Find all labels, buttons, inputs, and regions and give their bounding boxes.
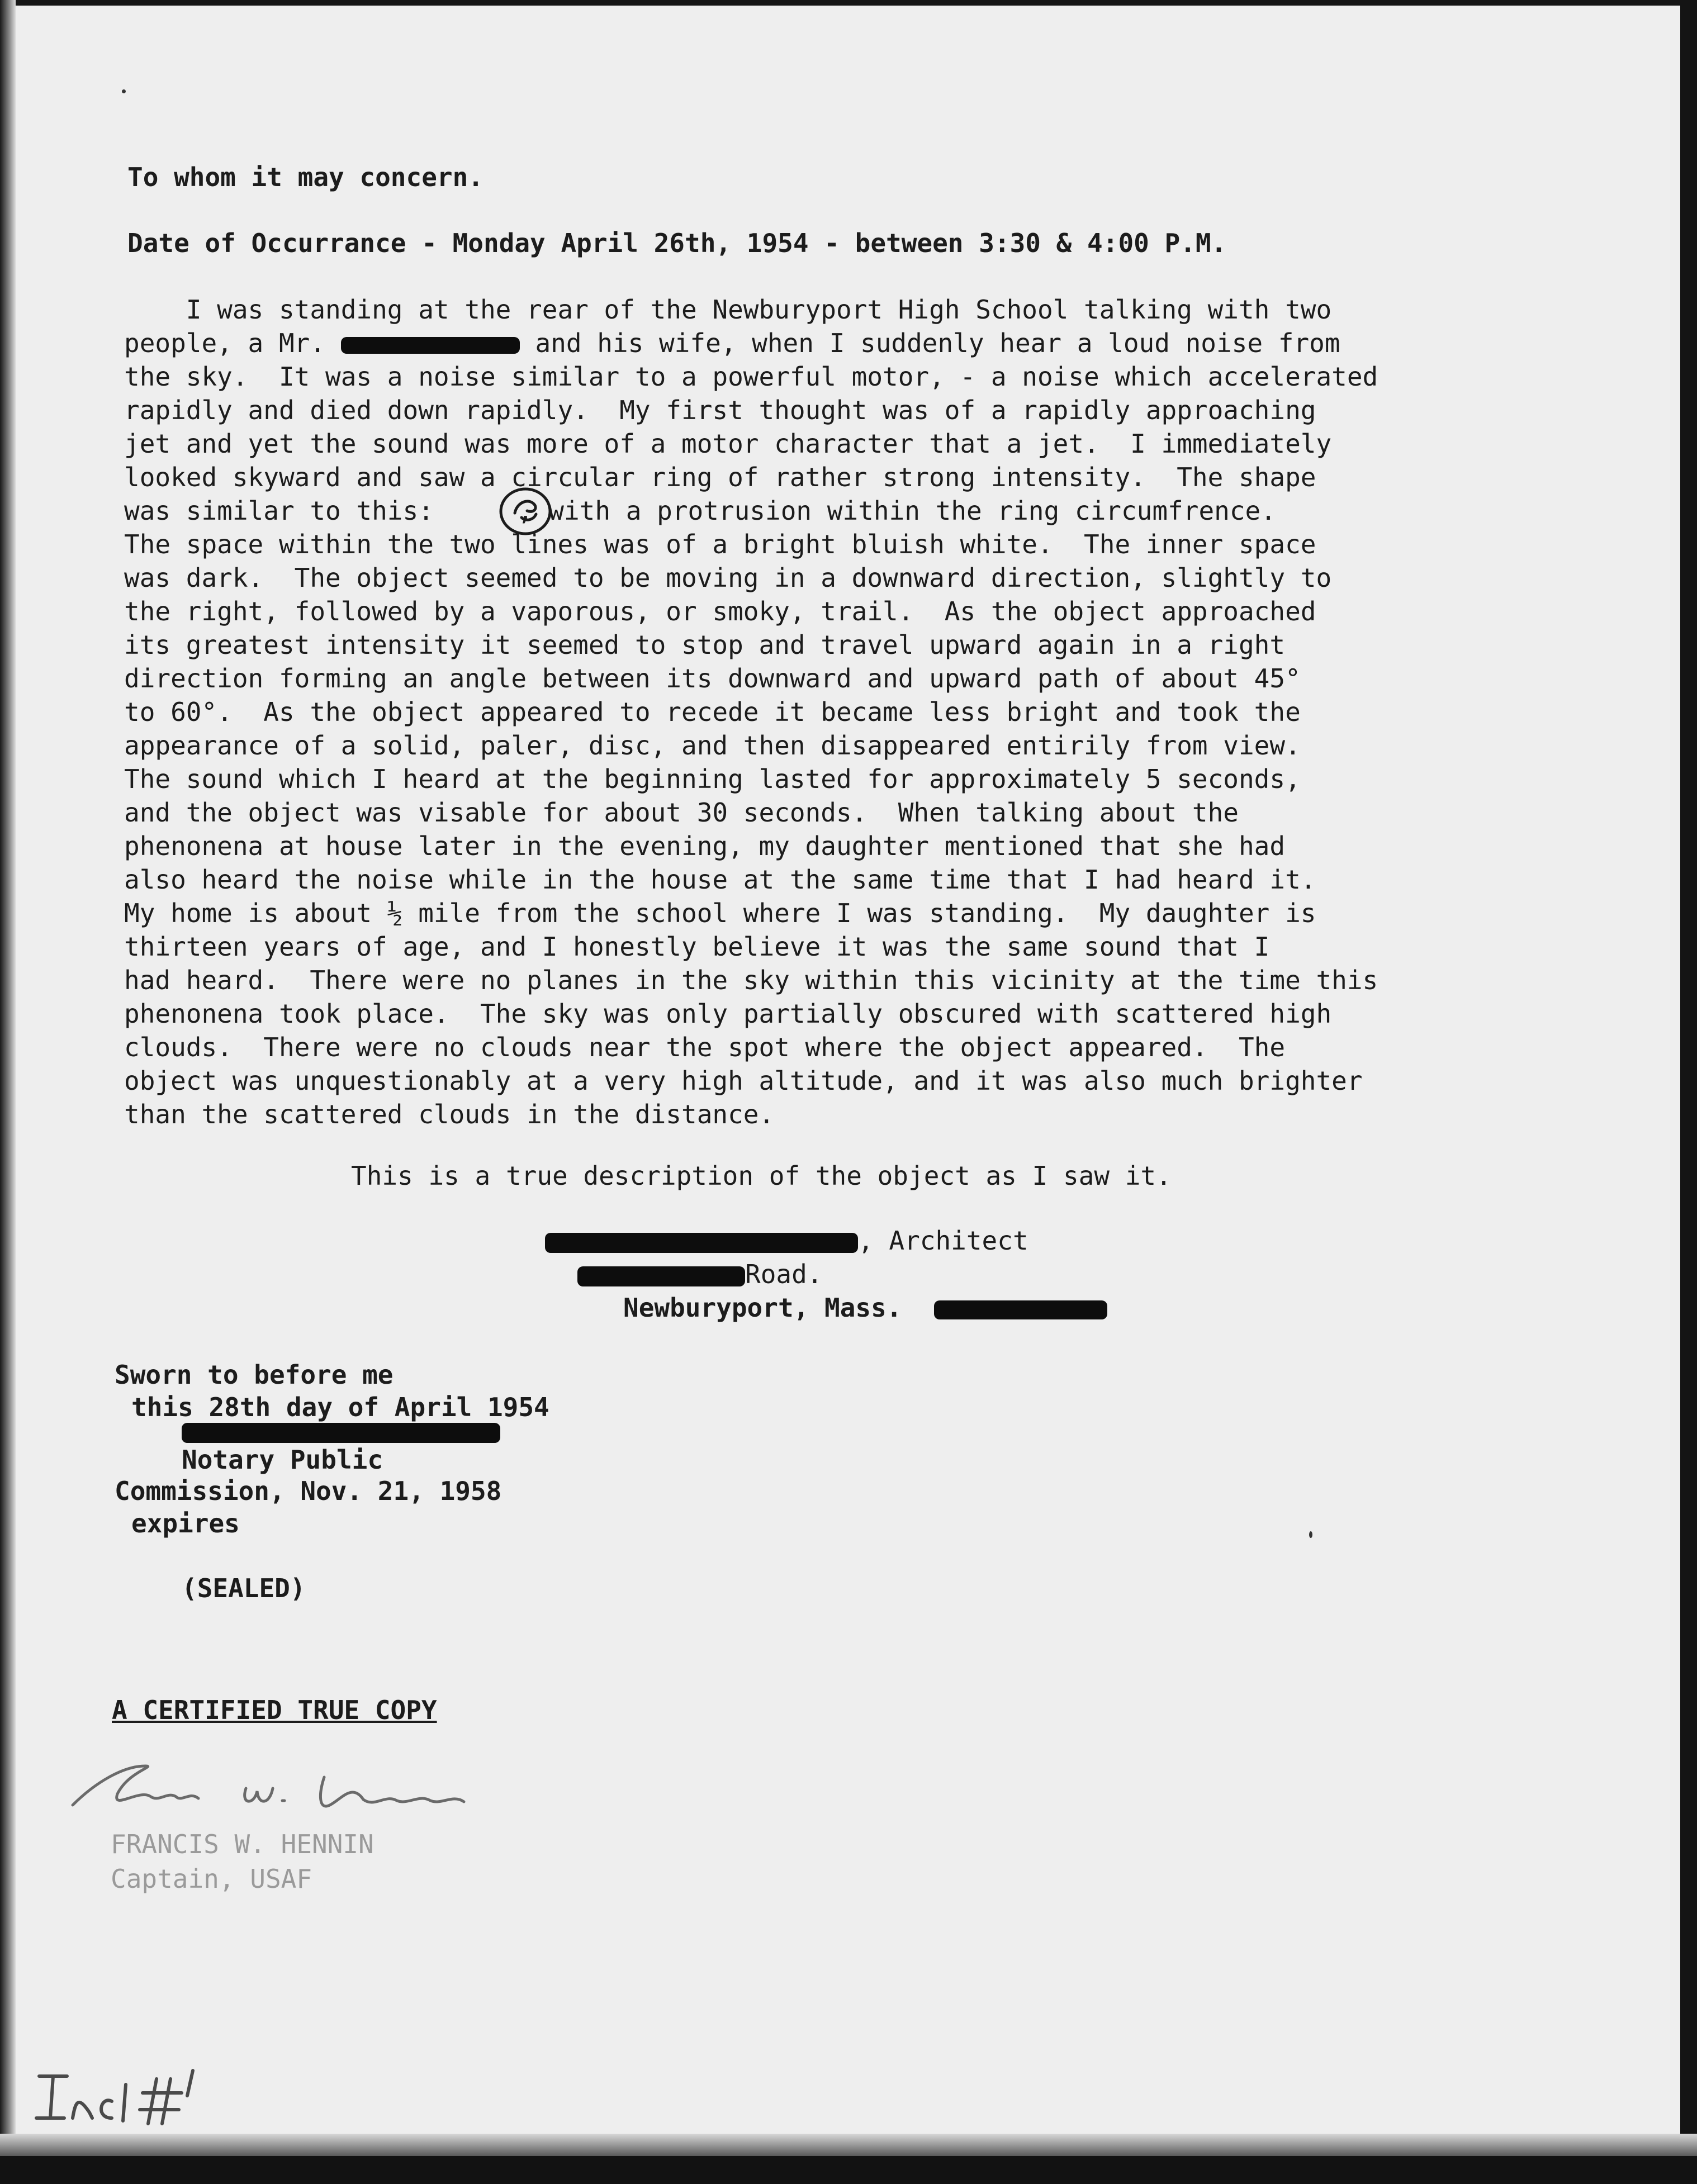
certified-copy-heading: A CERTIFIED TRUE COPY: [112, 1695, 437, 1725]
redaction-bar: [545, 1233, 858, 1253]
redaction-bar: [182, 1423, 500, 1443]
scan-shadow-bottom: [0, 2134, 1697, 2156]
body-line: people, a Mr. and his wife, when I suddenly hear a loud noise from: [124, 328, 1340, 358]
body-line: the right, followed by a vaporous, or smoky, trail. As the object approached: [124, 596, 1316, 626]
redaction-bar: [934, 1300, 1107, 1319]
notary-sworn-line: Sworn to before me: [115, 1360, 394, 1390]
body-line: the sky. It was a noise similar to a powerful motor, - a noise which accelerated: [124, 362, 1378, 392]
body-line: phenonena took place. The sky was only partially obscured with scattered high: [124, 999, 1332, 1029]
notary-date-line: this 28th day of April 1954: [131, 1392, 549, 1422]
letter-body: [124, 293, 1378, 1131]
body-line: object was unquestionably at a very high altitude, and it was also much brighter: [124, 1066, 1363, 1096]
body-line: was dark. The object seemed to be moving in a downward direction, slightly to: [124, 563, 1332, 593]
sealed-note: (SEALED): [182, 1573, 306, 1603]
body-line: jet and yet the sound was more of a motor character that a jet. I immediately: [124, 429, 1332, 459]
handwritten-inclosure-note: [28, 2062, 212, 2135]
body-line: appearance of a solid, paler, disc, and then disappeared entirily from view.: [124, 730, 1301, 761]
body-line: The space within the two lines was of a bright bluish white. The inner space: [124, 529, 1316, 559]
address-city-line: Newburyport, Mass.: [623, 1291, 1107, 1324]
scan-border-bottom: [0, 2156, 1697, 2184]
body-line: clouds. There were no clouds near the spot where the object appeared. The: [124, 1032, 1286, 1062]
body-line: than the scattered clouds in the distance.: [124, 1099, 775, 1129]
redaction-bar: [577, 1266, 745, 1286]
ring-shape-sketch-icon: [495, 481, 556, 542]
body-line: and the object was visable for about 30 seconds. When talking about the: [124, 797, 1239, 828]
body-line: thirteen years of age, and I honestly believe it was the same sound that I: [124, 932, 1270, 962]
notary-title: Notary Public: [182, 1445, 383, 1475]
scan-speck: [1309, 1531, 1312, 1538]
attestation-line: This is a true description of the object as I saw it.: [351, 1161, 1172, 1191]
salutation: To whom it may concern.: [127, 162, 483, 192]
certifying-officer-rank: Captain, USAF: [111, 1864, 312, 1894]
scan-border-left: [0, 0, 16, 2184]
body-line: I was standing at the rear of the Newburyport High School talking with two: [124, 295, 1332, 325]
body-line: also heard the noise while in the house at the same time that I had heard it.: [124, 865, 1316, 895]
body-line: was similar to this: , with a protrusion within the ring circumfrence.: [124, 496, 1276, 526]
body-line: rapidly and died down rapidly. My first thought was of a rapidly approaching: [124, 395, 1316, 425]
signature-line: , Architect: [545, 1224, 1028, 1257]
body-line: direction forming an angle between its downward and upward path of about 45°: [124, 663, 1301, 694]
handwritten-signature-image: [61, 1749, 486, 1822]
notary-expires-line: expires: [131, 1508, 240, 1539]
occurrence-date-line: Date of Occurrance - Monday April 26th, 1954 - between 3:30 & 4:00 P.M.: [127, 228, 1227, 258]
body-line: phenonena at house later in the evening, my daughter mentioned that she had: [124, 831, 1286, 861]
address-road-line: Road.: [577, 1257, 822, 1291]
scan-speck: [122, 89, 126, 93]
body-line: The sound which I heard at the beginning lasted for approximately 5 seconds,: [124, 764, 1301, 794]
body-line: its greatest intensity it seemed to stop and travel upward again in a right: [124, 630, 1286, 660]
notary-signature-redaction: [182, 1414, 500, 1447]
body-line: to 60°. As the object appeared to recede it became less bright and took the: [124, 697, 1301, 727]
redaction-bar: [341, 337, 520, 354]
scan-border-top: [0, 0, 1697, 6]
scan-border-right: [1680, 0, 1697, 2184]
body-line: looked skyward and saw a circular ring of rather strong intensity. The shape: [124, 462, 1316, 492]
body-line: My home is about ½ mile from the school where I was standing. My daughter is: [124, 898, 1316, 928]
notary-commission-line: Commission, Nov. 21, 1958: [115, 1476, 502, 1506]
certifying-officer-name: FRANCIS W. HENNIN: [111, 1829, 374, 1859]
body-line: had heard. There were no planes in the sky within this vicinity at the time this: [124, 965, 1378, 995]
